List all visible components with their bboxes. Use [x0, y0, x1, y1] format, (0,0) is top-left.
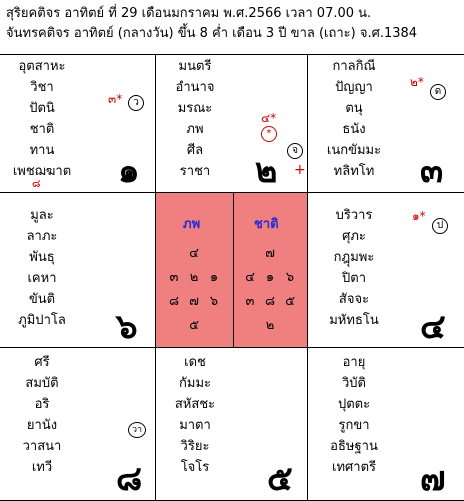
house-6-item: ขันติ	[28, 292, 56, 307]
house-3-item: ตนุ	[345, 101, 363, 116]
center-right-title: ชาติ	[254, 217, 279, 232]
house-1-item: วิชา	[30, 80, 54, 95]
house-6-item: ลาภะ	[26, 229, 58, 244]
house-4-number: ๔	[420, 307, 446, 347]
center-left-r2-3: ๖	[209, 294, 219, 309]
house-5-item: สหัสชะ	[174, 397, 216, 412]
house-5-item: วิริยะ	[180, 439, 210, 454]
house-7-number: ๗	[420, 459, 446, 499]
house-1-number: ๑	[118, 151, 140, 191]
house-3-item: ปัญญา	[335, 80, 373, 95]
house-8-item: ยานัง	[26, 418, 58, 433]
house-6-item: มูละ	[30, 208, 54, 223]
house-1-item: ทาน	[29, 143, 55, 158]
house-3-mark: ๒*	[410, 75, 424, 89]
grid-line	[0, 54, 464, 55]
house-7-item: รูกขา	[338, 418, 370, 433]
house-8-list	[2, 352, 82, 478]
house-6-item: พันธุ	[29, 250, 55, 265]
house-5-list	[165, 352, 225, 478]
center-left-title: ภพ	[183, 217, 201, 232]
house-5-item: โจโร	[180, 460, 210, 475]
house-8-number: ๘	[116, 459, 143, 499]
house-7-item: วิบัติ	[342, 376, 366, 391]
header-line-1: สุริยคติจร อาทิตย์ ที่ 29 เดือนมกราคม พ.ศ.2566 เวลา 07.00 น.	[6, 6, 372, 21]
house-2-item: ศีล	[186, 143, 204, 158]
house-7-item: อธิษฐาน	[330, 439, 378, 454]
center-left-r2-1: ๘	[168, 294, 180, 309]
center-right-r2-1: ๓	[245, 294, 255, 309]
house-4-list	[314, 205, 394, 331]
house-4-item: มหัทธโน	[329, 313, 379, 328]
center-left-r1-2: ๒	[189, 270, 199, 285]
house-5-number: ๕	[267, 459, 293, 499]
house-8-item: ศรี	[34, 355, 50, 370]
house-6-number: ๖	[116, 307, 138, 347]
house-8-item: สมบัติ	[25, 376, 59, 391]
house-1-item: ชาติ	[29, 122, 55, 137]
house-7-list	[314, 352, 394, 478]
house-6-list	[2, 205, 82, 331]
house-8-item: อริ	[34, 397, 50, 412]
house-7-item: เทศาตรี	[332, 460, 376, 475]
house-3-item: ธนัง	[342, 122, 366, 137]
house-5-item: กัมมะ	[179, 376, 211, 391]
house-2-list	[165, 56, 225, 182]
center-left-bottom: ๕	[189, 318, 199, 333]
house-2-item: ภพ	[186, 122, 204, 137]
center-left-r1-1: ๓	[169, 270, 179, 285]
house-4-item: ศุภะ	[342, 229, 366, 244]
house-1-red-symbol: ๘	[32, 177, 41, 190]
center-right-r2-2: ๘	[264, 294, 276, 309]
center-right-r1-1: ๔	[245, 270, 255, 285]
center-left-top: ๔	[189, 246, 199, 261]
house-1-item: อุตสาหะ	[18, 59, 66, 74]
house-3-planet-icon: ด	[430, 84, 446, 100]
header-line-2: จันทรคติจร อาทิตย์ (กลางวัน) ขึ้น 8 ค่ำ เดือน 3 ปี ขาล (เถาะ) จ.ศ.1384	[6, 26, 418, 41]
house-3-item: กาลกิณี	[332, 59, 376, 74]
center-right-r1-3: ๖	[285, 270, 295, 285]
house-5-item: เดช	[184, 355, 206, 370]
house-3-list	[314, 56, 394, 182]
center-right-bottom: ๒	[265, 318, 275, 333]
house-2-item: ราชา	[179, 164, 211, 179]
grid-line	[307, 54, 308, 501]
house-5-item: มาตา	[179, 418, 211, 433]
house-2-number: ๒	[255, 151, 278, 191]
house-1-mark: ๓*	[108, 92, 123, 106]
center-right-r2-3: ๕	[285, 294, 295, 309]
house-4-item: สัจจะ	[338, 292, 370, 307]
house-1-item: ปัตนิ	[29, 101, 55, 116]
house-4-item: บริวาร	[335, 208, 373, 223]
house-2-planet-icon: จ	[287, 143, 303, 159]
center-right-top: ๗	[265, 246, 275, 261]
house-3-item: เนกขัมมะ	[326, 143, 382, 158]
house-4-item: กฎุมพะ	[333, 250, 375, 265]
house-8-planet-icon: วา	[128, 422, 146, 438]
house-2-item: มรณะ	[177, 101, 213, 116]
house-2-plus: +	[294, 162, 306, 178]
house-8-item: เทวี	[31, 460, 53, 475]
house-7-item: อายุ	[342, 355, 366, 370]
center-left-r1-3: ๑	[209, 270, 219, 285]
center-divider	[233, 193, 234, 347]
star-icon: *	[261, 126, 277, 142]
house-1-item: เพชฌฆาต	[12, 164, 72, 179]
house-2-item: มนตรี	[178, 59, 212, 74]
house-2-mark: ๔*	[261, 111, 277, 125]
center-left-r2-2: ๗	[189, 294, 199, 309]
house-1-list	[2, 56, 82, 182]
center-right-r1-2: ๑	[265, 270, 275, 285]
house-2-item: อำนาจ	[175, 80, 215, 95]
grid-line	[0, 347, 464, 348]
house-8-item: วาสนา	[22, 439, 62, 454]
house-3-number: ๓	[420, 151, 444, 191]
house-4-mark: ๑*	[412, 209, 426, 223]
house-4-planet-icon: ป	[432, 218, 448, 234]
house-4-item: ปิตา	[342, 271, 366, 286]
house-7-item: ปุตตะ	[337, 397, 371, 412]
house-6-item: เคหา	[27, 271, 57, 286]
house-6-item: ภูมิปาโล	[18, 313, 66, 328]
house-1-planet-icon: ว	[128, 95, 144, 111]
house-3-item: ทลิทโท	[333, 164, 375, 179]
